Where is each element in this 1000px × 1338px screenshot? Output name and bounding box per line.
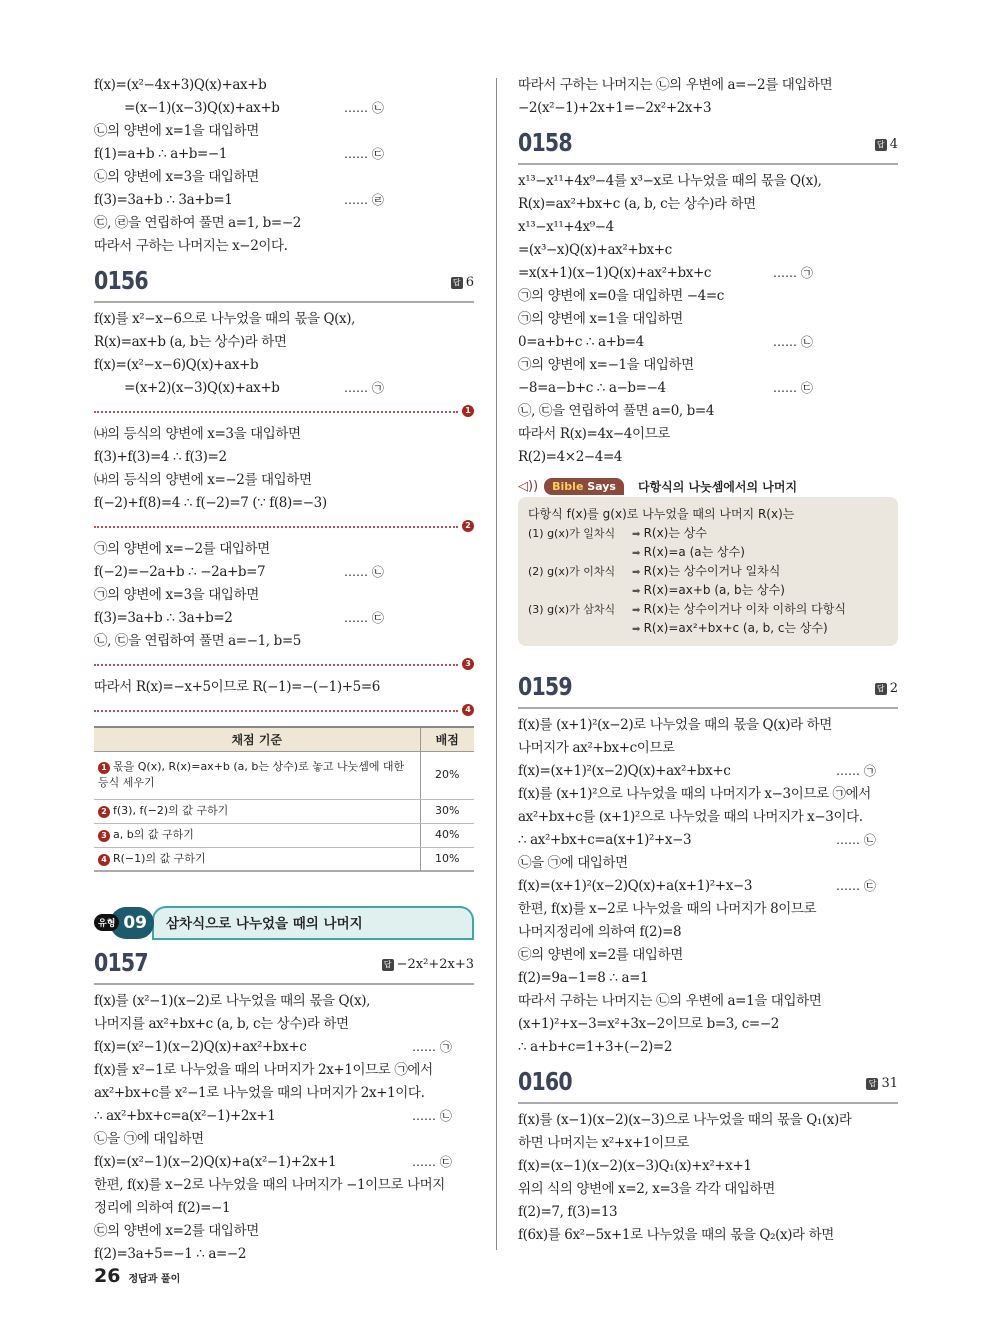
solution-line (518, 97, 898, 120)
line-text: f(3)=3a+b ∴ 3a+b=2 (94, 610, 233, 626)
answer-value: 6 (465, 275, 474, 290)
badge-word-2: Says (583, 479, 616, 493)
intro-line: 다항식 f(x)를 g(x)로 나누었을 때의 나머지 R(x)는 (528, 507, 795, 521)
solution-line (518, 239, 898, 262)
line-text: 하면 나머지는 x²+x+1이므로 (518, 1135, 690, 1151)
solution-line (518, 1013, 898, 1036)
solution-line (94, 584, 474, 607)
line-text: ㉢, ㉣을 연립하여 풀면 a=1, b=−2 (94, 215, 301, 231)
rule-line (528, 543, 888, 562)
line-text: f(x)=(x+1)²(x−2)Q(x)+a(x+1)²+x−3 (518, 878, 753, 894)
line-text: 정리에 의하여 f(2)=−1 (94, 1200, 231, 1216)
solution-line (94, 1220, 474, 1243)
solution-line (94, 377, 474, 400)
step-marker: 3 (462, 658, 474, 670)
line-text: ㉠의 양변에 x=0을 대입하면 −4=c (518, 288, 724, 304)
line-text: f(−2)+f(8)=4 ∴ f(−2)=7 (∵ f(8)=−3) (94, 495, 327, 511)
line-text: ㉡을 ㉠에 대입하면 (94, 1131, 204, 1147)
solution-line (94, 1151, 474, 1174)
solution-line (518, 377, 898, 400)
type-label: 유형 (94, 914, 119, 931)
answer (875, 681, 898, 696)
line-text: f(6x)를 6x²−5x+1로 나누었을 때의 몫을 Q₂(x)라 하면 (518, 1227, 834, 1243)
equation-tag: …… ㉡ (773, 335, 813, 349)
solution-line (518, 1132, 898, 1155)
solution-line (518, 400, 898, 423)
line-text: ax²+bx+c를 x²−1로 나누었을 때의 나머지가 2x+1이다. (94, 1085, 425, 1101)
solution-line (518, 1178, 898, 1201)
solution-line (518, 829, 898, 852)
solution-line (518, 446, 898, 469)
solution-line (518, 193, 898, 216)
answer (875, 137, 898, 152)
solution-line (94, 469, 474, 492)
solution-line (94, 1128, 474, 1151)
answer-icon: 답 (451, 277, 463, 289)
bible-says-box (518, 475, 898, 646)
criteria-cell (94, 751, 420, 799)
line-text: 따라서 구하는 나머지는 ㉡의 우변에 a=−2를 대입하면 (518, 77, 833, 93)
line-text: f(−2)=−2a+b ∴ −2a+b=7 (94, 564, 266, 580)
problem-heading (94, 940, 474, 985)
rule-line (528, 600, 888, 619)
problem-number: 0160 (518, 1067, 572, 1096)
answer-icon: 답 (875, 139, 887, 151)
problem-number: 0159 (518, 672, 572, 701)
table-row (94, 751, 474, 799)
line-text: f(x)=(x²−1)(x−2)Q(x)+ax²+bx+c (94, 1039, 307, 1055)
line-text: (x+1)²+x−3=x²+3x−2이므로 b=3, c=−2 (518, 1016, 779, 1032)
step-marker: 2 (98, 806, 110, 818)
arrow-icon: ➡ (632, 586, 644, 597)
line-text: f(x)를 x²−x−6으로 나누었을 때의 몫을 Q(x), (94, 311, 356, 327)
line-text: 나머지정리에 의하여 f(2)=8 (518, 924, 682, 940)
criteria-cell (94, 823, 420, 847)
line-text: f(x)를 (x−1)(x−2)(x−3)으로 나누었을 때의 몫을 Q₁(x)라 (518, 1112, 852, 1128)
solution-line (518, 852, 898, 875)
points-cell: 20% (420, 751, 474, 799)
type-number: 09 (110, 907, 154, 939)
equation-tag: …… ㉢ (412, 1155, 452, 1169)
line-text: 한편, f(x)를 x−2로 나누었을 때의 나머지가 8이므로 (518, 901, 817, 917)
step-divider (94, 515, 474, 538)
solution-line (94, 1243, 474, 1266)
solution-line (94, 235, 474, 258)
line-text: ㉡의 양변에 x=3을 대입하면 (94, 169, 259, 185)
equation-tag: …… ㉢ (344, 147, 384, 161)
badge-word-1: Bible (552, 479, 584, 493)
solution-line (518, 1109, 898, 1132)
problem-heading (518, 1059, 898, 1104)
step-marker: 1 (98, 762, 110, 774)
solution-line (518, 806, 898, 829)
criteria-text: a, b의 값 구하기 (113, 828, 194, 841)
line-text: 따라서 R(x)=−x+5이므로 R(−1)=−(−1)+5=6 (94, 679, 380, 695)
step-marker: 1 (462, 405, 474, 417)
solution-line (518, 1036, 898, 1059)
problem-heading (94, 258, 474, 303)
solution-line (94, 423, 474, 446)
bible-says-badge (544, 478, 624, 495)
line-text: ㈏의 등식의 양변에 x=3을 대입하면 (94, 426, 301, 442)
header-cell: 배점 (420, 727, 474, 751)
solution-line (518, 1224, 898, 1247)
step-divider (94, 699, 474, 722)
solution-line (518, 1155, 898, 1178)
rule-condition: (3) g(x)가 삼차식 (528, 603, 616, 616)
line-text: R(2)=4×2−4=4 (518, 449, 623, 465)
rule-line (528, 562, 888, 581)
footer-label: 정답과 풀이 (128, 1274, 181, 1285)
equation-tag: …… ㉡ (412, 1109, 452, 1123)
solution-line (94, 630, 474, 653)
equation-tag: …… ㉡ (836, 833, 876, 847)
points-cell: 10% (420, 847, 474, 871)
line-text: R(x)=ax²+bx+c (a, b, c는 상수)라 하면 (518, 196, 756, 212)
solution-line (94, 331, 474, 354)
line-text: =(x−1)(x−3)Q(x)+ax+b (124, 100, 280, 116)
line-text: ㉡을 ㉠에 대입하면 (518, 855, 628, 871)
solution-line (94, 189, 474, 212)
line-text: f(2)=9a−1=8 ∴ a=1 (518, 970, 649, 986)
speaker-icon: ◁)) (518, 478, 539, 494)
bible-says-title: 다항식의 나눗셈에서의 나머지 (637, 479, 798, 494)
solution-line (518, 170, 898, 193)
answer-value: 2 (889, 681, 898, 696)
equation-tag: …… ㉡ (344, 101, 384, 115)
line-text: f(x)=(x²−4x+3)Q(x)+ax+b (94, 77, 267, 93)
page-number: 26 (94, 1265, 121, 1287)
arrow-icon: ➡ (632, 567, 644, 578)
rule-result: R(x)는 상수이거나 이차 이하의 다항식 (643, 602, 846, 616)
solution-line (518, 944, 898, 967)
solution-line (94, 446, 474, 469)
solution-line (94, 676, 474, 699)
step-marker: 2 (462, 520, 474, 532)
equation-tag: …… ㉢ (344, 611, 384, 625)
step-marker: 3 (98, 830, 110, 842)
line-text: 따라서 구하는 나머지는 x−2이다. (94, 238, 288, 254)
solution-line (518, 898, 898, 921)
equation-tag: …… ㉠ (344, 381, 384, 395)
criteria-text: 몫을 Q(x), R(x)=ax+b (a, b는 상수)로 놓고 나눗셈에 대한 등식 세우기 (98, 760, 405, 789)
line-text: R(x)=ax+b (a, b는 상수)라 하면 (94, 334, 287, 350)
rule-line (528, 581, 888, 600)
line-text: f(2)=3a+5=−1 ∴ a=−2 (94, 1246, 247, 1262)
equation-tag: …… ㉠ (836, 764, 876, 778)
arrow-icon: ➡ (632, 605, 644, 616)
line-text: f(x)를 (x+1)²으로 나누었을 때의 나머지가 x−3이므로 ㉠에서 (518, 786, 871, 802)
type-title: 삼차식으로 나누었을 때의 나머지 (152, 906, 474, 940)
rule-form: R(x)=a (a는 상수) (643, 545, 745, 559)
equation-tag: …… ㉣ (344, 193, 384, 207)
line-text: ㈏의 등식의 양변에 x=−2를 대입하면 (94, 472, 312, 488)
table-header (94, 727, 474, 751)
problem-number: 0156 (94, 266, 148, 295)
table-row (94, 799, 474, 823)
arrow-icon: ➡ (632, 548, 644, 559)
solution-line (94, 1013, 474, 1036)
solution-line (94, 354, 474, 377)
solution-line (94, 1059, 474, 1082)
solution-line (94, 212, 474, 235)
line-text: ㉠의 양변에 x=−2를 대입하면 (94, 541, 270, 557)
solution-line (518, 737, 898, 760)
dotted-line (94, 710, 458, 712)
line-text: f(x)=(x²−1)(x−2)Q(x)+a(x²−1)+2x+1 (94, 1154, 337, 1170)
dotted-line (94, 526, 458, 528)
criteria-text: f(3), f(−2)의 값 구하기 (113, 804, 229, 817)
solution-line (518, 331, 898, 354)
table-row (94, 847, 474, 871)
answer (866, 1076, 898, 1091)
type-banner (94, 906, 474, 940)
arrow-icon: ➡ (632, 529, 644, 540)
step-marker: 4 (462, 704, 474, 716)
line-text: ㉡, ㉢을 연립하여 풀면 a=−1, b=5 (94, 633, 301, 649)
line-text: −2(x²−1)+2x+1=−2x²+2x+3 (518, 100, 712, 116)
solution-line (518, 714, 898, 737)
line-text: 나머지를 ax²+bx+c (a, b, c는 상수)라 하면 (94, 1016, 349, 1032)
line-text: f(x)=(x²−x−6)Q(x)+ax+b (94, 357, 259, 373)
solution-line (94, 97, 474, 120)
answer-icon: 답 (382, 959, 394, 971)
line-text: 위의 식의 양변에 x=2, x=3을 각각 대입하면 (518, 1181, 775, 1197)
line-text: =(x+2)(x−3)Q(x)+ax+b (124, 380, 280, 396)
line-text: f(x)=(x−1)(x−2)(x−3)Q₁(x)+x²+x+1 (518, 1158, 752, 1174)
step-divider (94, 653, 474, 676)
line-text: =(x³−x)Q(x)+ax²+bx+c (518, 242, 672, 258)
dotted-line (94, 664, 458, 666)
line-text: f(3)=3a+b ∴ 3a+b=1 (94, 192, 233, 208)
equation-tag: …… ㉠ (412, 1040, 452, 1054)
line-text: ∴ a+b+c=1+3+(−2)=2 (518, 1039, 673, 1055)
criteria-cell (94, 799, 420, 823)
solution-line (94, 143, 474, 166)
solution-line (94, 308, 474, 331)
line-text: ㉠의 양변에 x=3을 대입하면 (94, 587, 259, 603)
line-text: f(x)를 (x²−1)(x−2)로 나누었을 때의 몫을 Q(x), (94, 993, 371, 1009)
equation-tag: …… ㉠ (773, 266, 813, 280)
line-text: 한편, f(x)를 x−2로 나누었을 때의 나머지가 −1이므로 나머지 (94, 1177, 445, 1193)
solution-line (94, 990, 474, 1013)
line-text: ㉡, ㉢을 연립하여 풀면 a=0, b=4 (518, 403, 715, 419)
solution-line (94, 166, 474, 189)
equation-tag: …… ㉢ (773, 381, 813, 395)
line-text: =x(x+1)(x−1)Q(x)+ax²+bx+c (518, 265, 712, 281)
solution-line (518, 1201, 898, 1224)
scoring-table (94, 726, 474, 872)
line-text: f(x)를 (x+1)²(x−2)로 나누었을 때의 몫을 Q(x)라 하면 (518, 717, 832, 733)
dotted-line (94, 411, 458, 413)
line-text: f(x)=(x+1)²(x−2)Q(x)+ax²+bx+c (518, 763, 731, 779)
solution-line (518, 875, 898, 898)
solution-line (518, 783, 898, 806)
line-text: −8=a−b+c ∴ a−b=−4 (518, 380, 666, 396)
line-text: ㉡의 양변에 x=1을 대입하면 (94, 123, 259, 139)
step-marker: 4 (98, 854, 110, 866)
solution-line (518, 354, 898, 377)
solution-line (94, 1105, 474, 1128)
solution-line (518, 262, 898, 285)
solution-line (94, 1082, 474, 1105)
answer-icon: 답 (866, 1078, 878, 1090)
rule-condition: (1) g(x)가 일차식 (528, 527, 616, 540)
table-row (94, 823, 474, 847)
answer-value: −2x²+2x+3 (396, 957, 474, 972)
line-text: x¹³−x¹¹+4x⁹−4 (518, 219, 614, 235)
solution-line (94, 1174, 474, 1197)
bible-says-content (518, 497, 898, 646)
header-cell: 채점 기준 (94, 727, 420, 751)
answer-value: 31 (881, 1076, 898, 1091)
right-column (518, 74, 898, 1247)
line-text: ㉠의 양변에 x=−1을 대입하면 (518, 357, 694, 373)
solution-line (94, 492, 474, 515)
answer (382, 957, 474, 972)
problem-number: 0158 (518, 128, 572, 157)
equation-tag: …… ㉡ (344, 565, 384, 579)
rule-result: R(x)는 상수이거나 일차식 (643, 564, 781, 578)
arrow-icon: ➡ (632, 624, 644, 635)
solution-line (94, 120, 474, 143)
solution-line (94, 1197, 474, 1220)
solution-line (94, 561, 474, 584)
line-text: ax²+bx+c를 (x+1)²으로 나누었을 때의 나머지가 x−3이다. (518, 809, 863, 825)
solution-line (518, 308, 898, 331)
equation-tag: …… ㉢ (836, 879, 876, 893)
line-text: ㉢의 양변에 x=2를 대입하면 (94, 1223, 259, 1239)
solution-line (518, 423, 898, 446)
solution-line (94, 74, 474, 97)
answer (451, 275, 474, 290)
rule-form: R(x)=ax+b (a, b는 상수) (643, 583, 785, 597)
bible-says-header (518, 475, 898, 497)
line-text: f(1)=a+b ∴ a+b=−1 (94, 146, 228, 162)
left-column (94, 74, 474, 1266)
line-text: ㉠의 양변에 x=1을 대입하면 (518, 311, 683, 327)
line-text: ∴ ax²+bx+c=a(x+1)²+x−3 (518, 832, 692, 848)
page-footer (94, 1265, 180, 1287)
solution-line (94, 607, 474, 630)
line-text: f(x)를 x²−1로 나누었을 때의 나머지가 2x+1이므로 ㉠에서 (94, 1062, 433, 1078)
problem-heading (518, 120, 898, 165)
solution-line (94, 1036, 474, 1059)
solution-line (518, 921, 898, 944)
problem-heading (518, 664, 898, 709)
line-text: 나머지가 ax²+bx+c이므로 (518, 740, 675, 756)
solution-line (518, 285, 898, 308)
line-text: 0=a+b+c ∴ a+b=4 (518, 334, 644, 350)
column-divider (496, 78, 497, 1250)
criteria-text: R(−1)의 값 구하기 (113, 851, 206, 865)
rule-form: R(x)=ax²+bx+c (a, b, c는 상수) (643, 621, 828, 635)
solution-line (518, 760, 898, 783)
points-cell: 40% (420, 823, 474, 847)
line-text: f(2)=7, f(3)=13 (518, 1204, 618, 1220)
rule-line (528, 619, 888, 638)
line-text: x¹³−x¹¹+4x⁹−4를 x³−x로 나누었을 때의 몫을 Q(x), (518, 173, 822, 189)
solution-line (518, 967, 898, 990)
solution-line (518, 216, 898, 239)
points-cell: 30% (420, 799, 474, 823)
criteria-cell (94, 847, 420, 871)
rule-result: R(x)는 상수 (643, 526, 707, 540)
solution-line (518, 74, 898, 97)
rule-condition: (2) g(x)가 이차식 (528, 565, 616, 578)
line-text: f(3)+f(3)=4 ∴ f(3)=2 (94, 449, 227, 465)
solution-line (518, 990, 898, 1013)
line-text: ∴ ax²+bx+c=a(x²−1)+2x+1 (94, 1108, 276, 1124)
line-text: 따라서 R(x)=4x−4이므로 (518, 426, 670, 442)
solution-line (94, 538, 474, 561)
line-text: ㉢의 양변에 x=2를 대입하면 (518, 947, 683, 963)
answer-icon: 답 (875, 683, 887, 695)
answer-value: 4 (889, 137, 898, 152)
problem-number: 0157 (94, 948, 148, 977)
line-text: 따라서 구하는 나머지는 ㉡의 우변에 a=1을 대입하면 (518, 993, 822, 1009)
rule-line (528, 524, 888, 543)
step-divider (94, 400, 474, 423)
